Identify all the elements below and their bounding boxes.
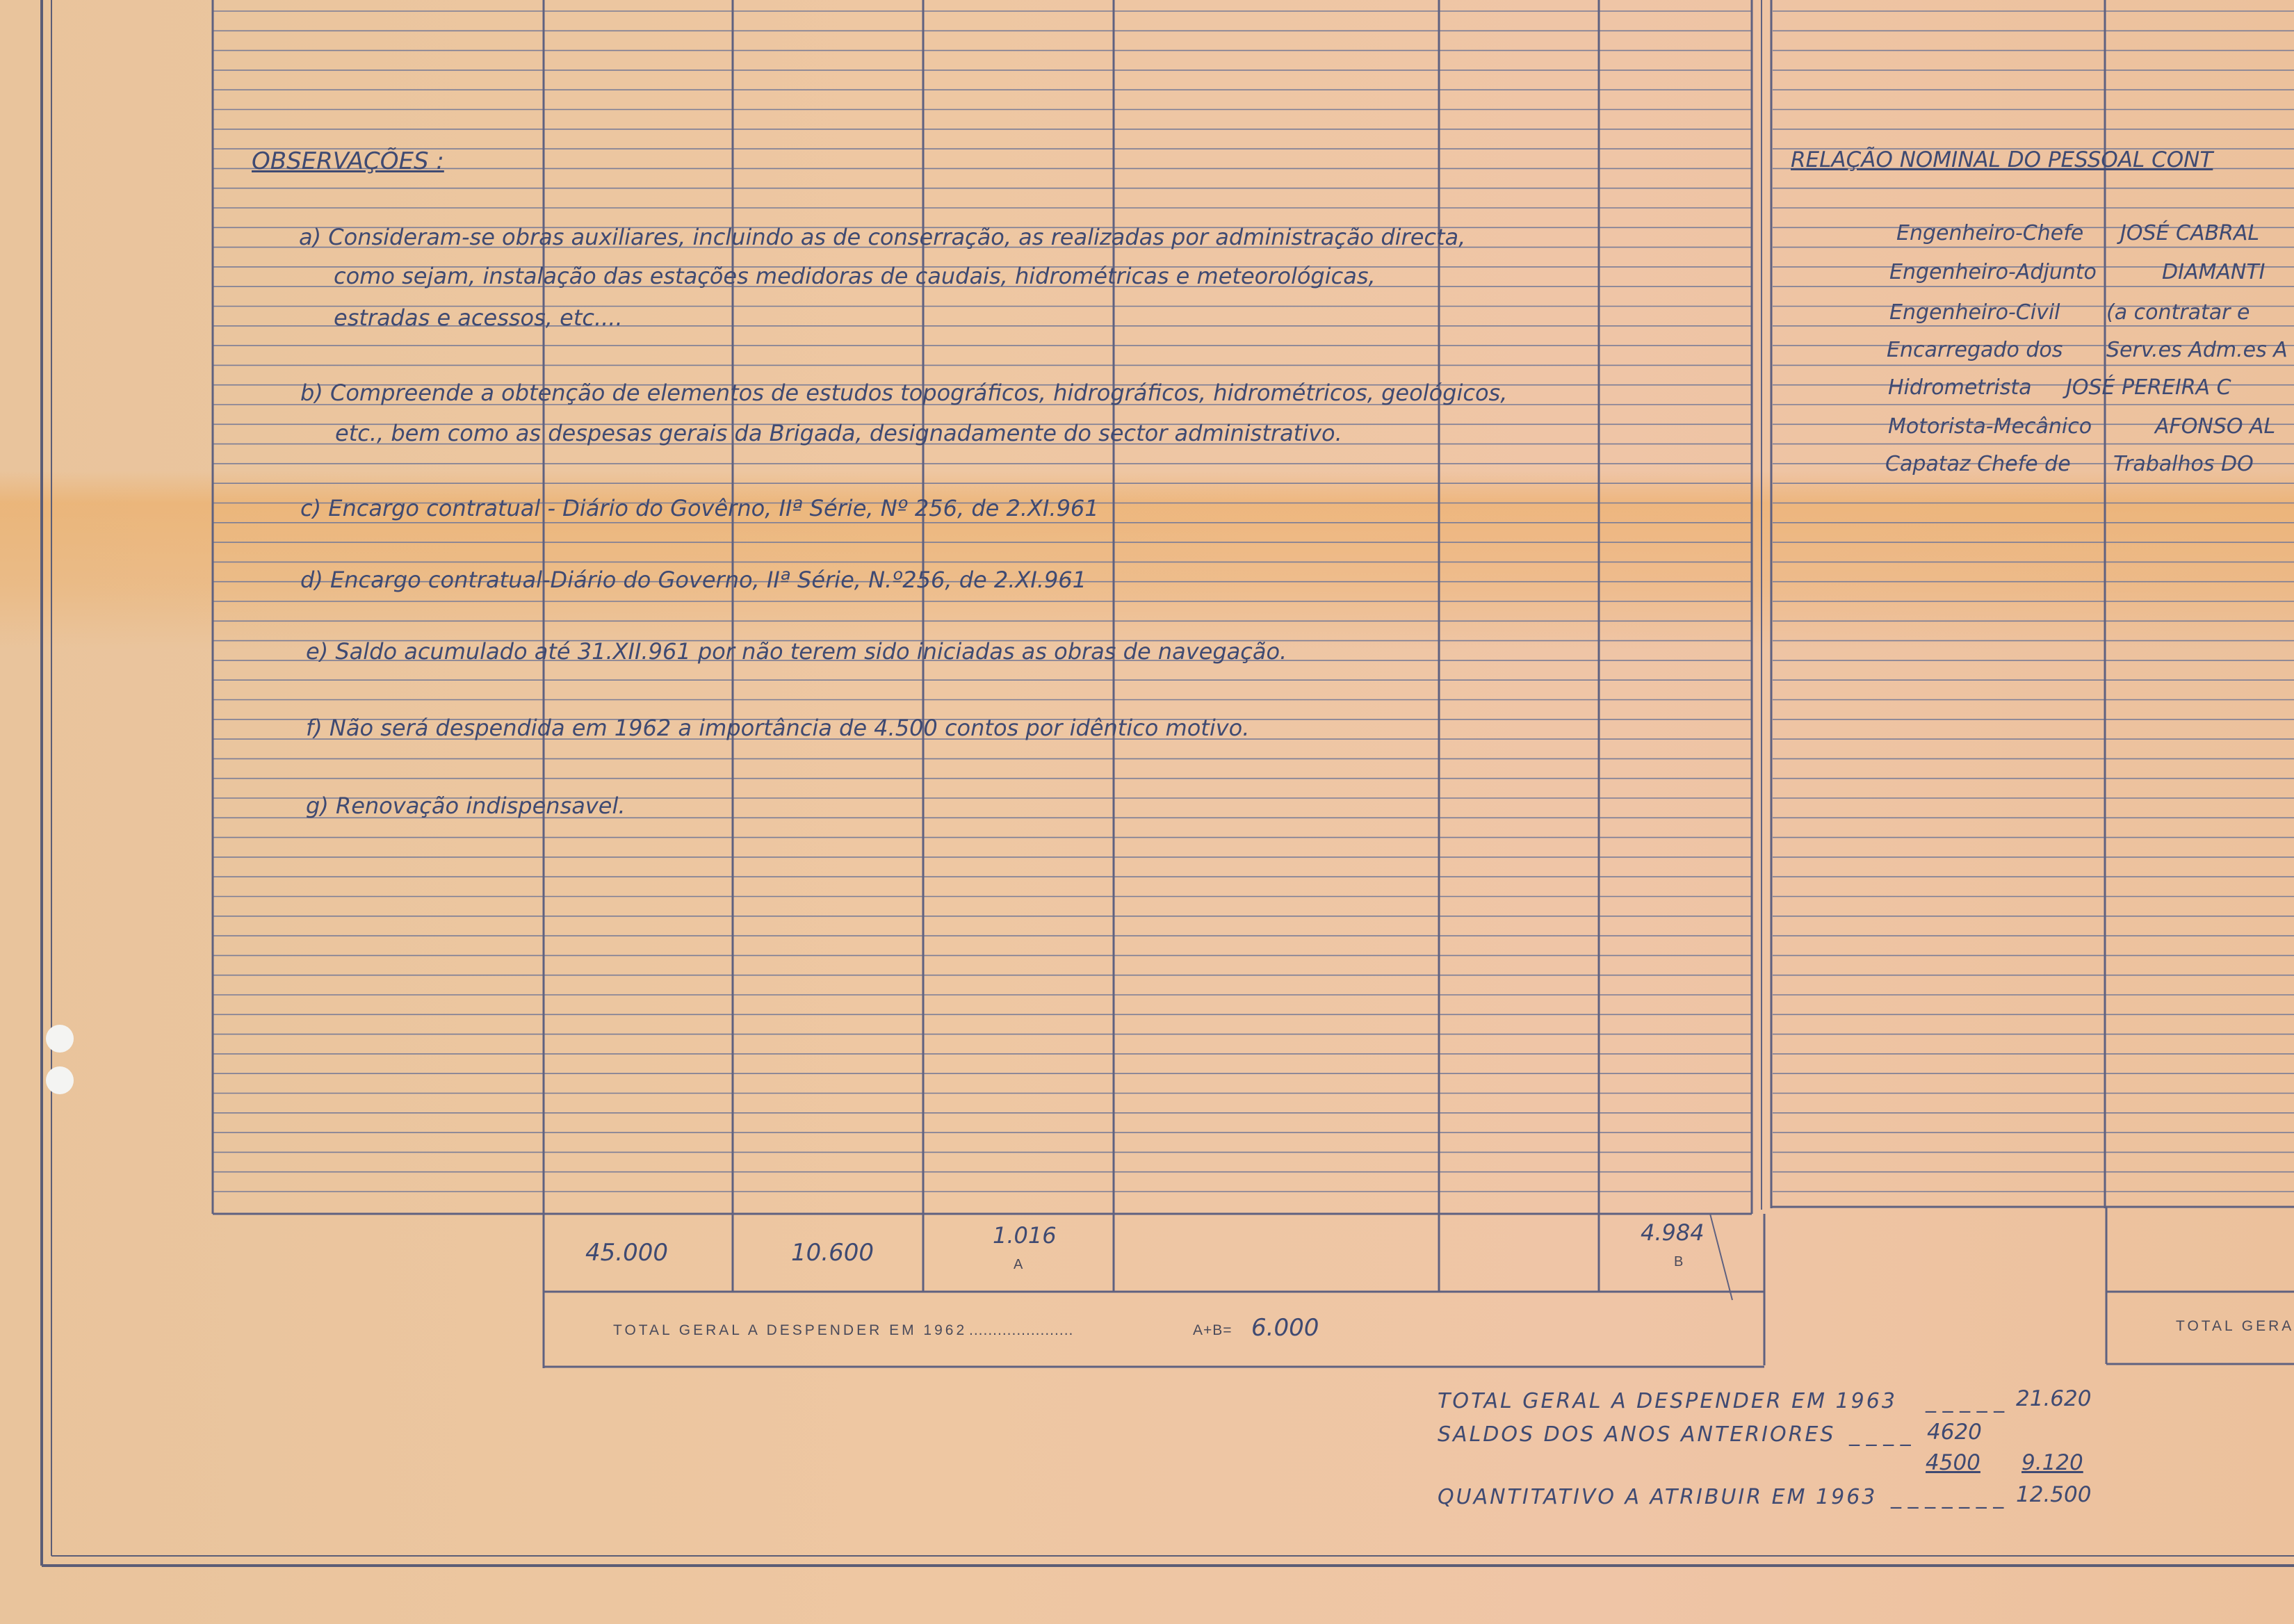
staff-name-5: JOSÉ PEREIRA C (2066, 375, 2231, 400)
note-a-line1: a) Consideram-se obras auxiliares, incluindo as de conserração, as realizadas por administração directa, (299, 224, 1466, 250)
observations-heading: OBSERVAÇÕES : (252, 147, 444, 175)
total-1962-label: TOTAL GERAL A DESPENDER EM 1962 (613, 1322, 968, 1338)
summary-line2-label: SALDOS DOS ANOS ANTERIORES (1438, 1422, 1836, 1447)
staff-role-1: Engenheiro-Chefe (1896, 221, 2084, 245)
staff-heading: RELAÇÃO NOMINAL DO PESSOAL CONT (1791, 147, 2213, 172)
marker-b: B (1674, 1254, 1686, 1269)
total-value-3: 1.016 (993, 1222, 1057, 1249)
note-g: g) Renovação indispensavel. (306, 793, 626, 819)
staff-role-6: Motorista-Mecânico (1888, 414, 2092, 439)
total-1962-formula: A+B= (1193, 1322, 1233, 1338)
note-b-line1: b) Compreende a obtenção de elementos de estudos topográficos, hidrográficos, hidrométricos, geológicos, (300, 380, 1508, 406)
staff-role-4: Encarregado dos (1887, 338, 2063, 362)
summary-line4-label: QUANTITATIVO A ATRIBUIR EM 1963 (1438, 1485, 1878, 1509)
staff-role-2: Engenheiro-Adjunto (1889, 260, 2097, 284)
summary-line4-leader: _ _ _ _ _ _ _ (1891, 1485, 2004, 1509)
note-b-line2: etc., bem como as despesas gerais da Brigada, designadamente do sector administrativo. (335, 420, 1342, 446)
staff-role-3: Engenheiro-Civil (1889, 300, 2060, 325)
staff-name-4: Serv.es Adm.es A (2106, 338, 2288, 362)
staff-name-2: DIAMANTI (2162, 260, 2265, 284)
total-value-2: 10.600 (791, 1239, 874, 1267)
right-total-label: TOTAL GERA (2176, 1318, 2294, 1334)
staff-name-7: Trabalhos DO (2113, 452, 2254, 476)
staff-name-6: AFONSO AL (2155, 414, 2276, 439)
total-1962-value: 6.000 (1251, 1314, 1319, 1342)
note-a-line3: estradas e acessos, etc.... (334, 304, 623, 331)
total-1962-leader: ...................... (969, 1322, 1074, 1338)
note-c: c) Encargo contratual - Diário do Govêrno, IIª Série, Nº 256, de 2.XI.961 (300, 495, 1099, 521)
staff-role-7: Capataz Chefe de (1885, 452, 2071, 476)
staff-name-1: JOSÉ CABRAL (2120, 221, 2260, 245)
summary-line1-leader: _ _ _ _ _ (1926, 1389, 2005, 1413)
total-value-4: 4.984 (1641, 1219, 1705, 1246)
summary-line1-value: 21.620 (2016, 1386, 2092, 1411)
note-e: e) Saldo acumulado até 31.XII.961 por não terem sido iniciadas as obras de navegação. (306, 638, 1287, 665)
note-d: d) Encargo contratual-Diário do Governo, IIª Série, N.º256, de 2.XI.961 (300, 567, 1087, 593)
staff-role-5: Hidrometrista (1888, 375, 2032, 400)
marker-a: A (1014, 1257, 1026, 1272)
summary-line3-value-a: 4500 (1926, 1450, 1980, 1475)
summary-line2-leader: _ _ _ _ (1849, 1422, 1911, 1447)
punch-hole-top (46, 1025, 74, 1053)
staff-name-3: (a contratar e (2106, 300, 2250, 325)
totals-slash (1710, 1214, 1732, 1300)
summary-line1-label: TOTAL GERAL A DESPENDER EM 1963 (1438, 1389, 1897, 1413)
summary-line4-value: 12.500 (2016, 1482, 2092, 1507)
punch-hole-bottom (46, 1066, 74, 1094)
summary-line3-value-b: 9.120 (2022, 1450, 2083, 1475)
summary-line2-value: 4620 (1927, 1420, 1982, 1445)
note-a-line2: como sejam, instalação das estações medidoras de caudais, hidrométricas e meteorológicas, (334, 263, 1376, 289)
note-f: f) Não será despendida em 1962 a importância de 4.500 contos por idêntico motivo. (306, 715, 1250, 741)
total-value-1: 45.000 (585, 1239, 668, 1267)
